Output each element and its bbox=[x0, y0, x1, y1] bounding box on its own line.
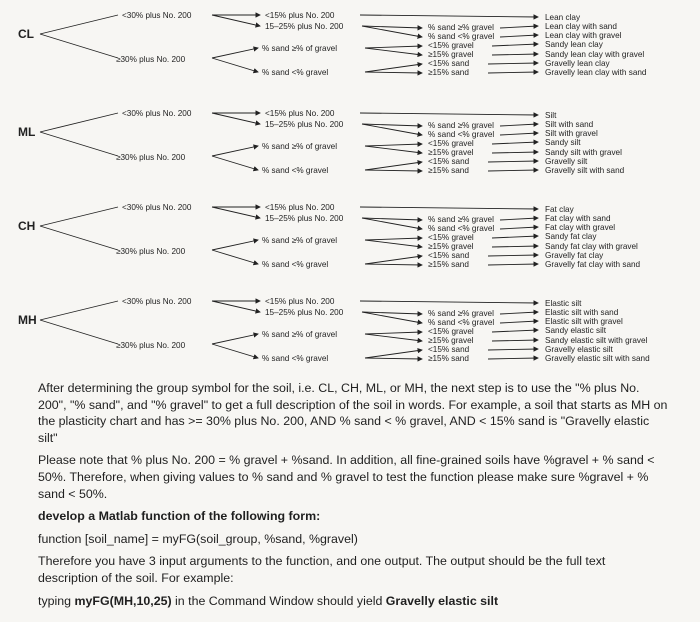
arrow-to-mid bbox=[365, 334, 422, 341]
mid-label-3: <15% gravel bbox=[428, 327, 474, 336]
soil-name-4: Sandy lean clay bbox=[545, 40, 603, 49]
arrow-to-name bbox=[500, 227, 538, 229]
arrow-sand-lt-gravel bbox=[212, 344, 258, 358]
soil-name-6: Gravelly silt bbox=[545, 157, 588, 166]
branch-label-ge30: ≥30% plus No. 200 bbox=[116, 247, 186, 256]
mid-label-1: % sand ≥% gravel bbox=[428, 309, 494, 318]
arrow-to-name bbox=[488, 170, 538, 171]
sub-label-sand-ge-gravel: % sand ≥% of gravel bbox=[262, 236, 338, 245]
arrow-to-name bbox=[488, 255, 538, 256]
sub-label-sand-lt-gravel: % sand <% gravel bbox=[262, 68, 329, 77]
paragraph-example bbox=[38, 593, 668, 610]
mid-label-6: ≥15% sand bbox=[428, 354, 469, 363]
soil-name-6: Gravelly fat clay bbox=[545, 251, 604, 260]
arrow-15-25 bbox=[212, 301, 260, 312]
mid-label-4: ≥15% gravel bbox=[428, 50, 474, 59]
example-call: myFG(MH,10,25) bbox=[74, 593, 172, 608]
arrow-to-mid bbox=[365, 358, 422, 359]
branch-label-lt30: <30% plus No. 200 bbox=[122, 203, 192, 212]
branch-label-ge30: ≥30% plus No. 200 bbox=[116, 153, 186, 162]
paragraph-note: Please note that % plus No. 200 = % gravel + %sand. In addition, all fine-grained soils have %gravel + % sand < 50%. Therefore, when giving values to % sand and % gravel to test the function please make sure %gravel + % sand < 50%. bbox=[38, 453, 655, 501]
arrow-sand-lt-gravel bbox=[212, 156, 258, 170]
arrow-to-mid bbox=[365, 350, 422, 358]
arrow-to-name bbox=[500, 321, 538, 323]
arrow-to-name bbox=[492, 330, 538, 332]
fork-line bbox=[40, 34, 118, 58]
mid-label-5: <15% sand bbox=[428, 59, 470, 68]
group-symbol-ch: CH bbox=[18, 219, 36, 233]
fork-line bbox=[40, 320, 118, 344]
branch-label-ge30: ≥30% plus No. 200 bbox=[116, 55, 186, 64]
mid-label-1: % sand ≥% gravel bbox=[428, 215, 494, 224]
arrow-to-name bbox=[492, 246, 538, 247]
sub-label-sand-ge-gravel: % sand ≥% of gravel bbox=[262, 142, 338, 151]
mid-label-1: % sand ≥% gravel bbox=[428, 23, 494, 32]
sub-label-15-25: 15–25% plus No. 200 bbox=[265, 308, 344, 317]
arrow-15-25 bbox=[212, 207, 260, 218]
soil-name-5: Sandy elastic silt with gravel bbox=[545, 336, 648, 345]
mid-label-4: ≥15% gravel bbox=[428, 148, 474, 157]
mid-label-2: % sand <% gravel bbox=[428, 32, 495, 41]
soil-name-7: Gravelly lean clay with sand bbox=[545, 68, 647, 77]
soil-name-2: Lean clay with sand bbox=[545, 22, 617, 31]
soil-name-5: Sandy fat clay with gravel bbox=[545, 242, 638, 251]
fork-line bbox=[40, 15, 118, 34]
mid-label-6: ≥15% sand bbox=[428, 260, 469, 269]
sub-label-15-25: 15–25% plus No. 200 bbox=[265, 214, 344, 223]
fork-line bbox=[40, 207, 118, 226]
arrow-to-name bbox=[492, 44, 538, 46]
mid-label-6: ≥15% sand bbox=[428, 166, 469, 175]
arrow-to-name bbox=[360, 113, 538, 115]
arrow-to-name bbox=[488, 161, 538, 162]
mid-label-3: <15% gravel bbox=[428, 139, 474, 148]
arrow-to-name bbox=[492, 152, 538, 153]
mid-label-2: % sand <% gravel bbox=[428, 224, 495, 233]
arrow-to-name bbox=[492, 340, 538, 341]
branch-label-lt30: <30% plus No. 200 bbox=[122, 109, 192, 118]
arrow-to-name bbox=[492, 54, 538, 55]
soil-name-4: Sandy fat clay bbox=[545, 232, 597, 241]
arrow-to-mid bbox=[365, 240, 422, 247]
arrow-to-name bbox=[488, 72, 538, 73]
arrow-to-name bbox=[500, 35, 538, 37]
arrow-sand-ge-gravel bbox=[212, 334, 258, 344]
arrow-to-mid bbox=[365, 162, 422, 170]
sub-label-sand-lt-gravel: % sand <% gravel bbox=[262, 354, 329, 363]
arrow-to-name bbox=[500, 312, 538, 314]
arrow-15-25 bbox=[212, 113, 260, 124]
soil-name-4: Sandy elastic silt bbox=[545, 326, 606, 335]
soil-name-3: Elastic silt with gravel bbox=[545, 317, 623, 326]
arrow-sand-ge-gravel bbox=[212, 146, 258, 156]
paragraph-intro: After determining the group symbol for the soil, i.e. CL, CH, ML, or MH, the next step is to use the "% plus No. 200", "% sand", and "% gravel" to get a full description of the soil in words. For example, a soil that starts as MH on the plasticity chart and has >= 30% plus No. 200, AND % sand < % gravel, AND < 15% sand is "Gravelly elastic silt" bbox=[38, 381, 668, 445]
arrow-to-name bbox=[488, 349, 538, 350]
arrow-to-name bbox=[500, 133, 538, 135]
arrow-to-name bbox=[500, 124, 538, 126]
arrow-to-name bbox=[492, 236, 538, 238]
soil-name-3: Silt with gravel bbox=[545, 129, 598, 138]
arrow-to-mid bbox=[365, 264, 422, 265]
soil-name-5: Sandy silt with gravel bbox=[545, 148, 622, 157]
arrow-to-mid bbox=[365, 48, 422, 55]
soil-name-6: Gravelly elastic silt bbox=[545, 345, 613, 354]
sub-label-lt15: <15% plus No. 200 bbox=[265, 297, 335, 306]
fork-line bbox=[40, 132, 118, 156]
mid-label-4: ≥15% gravel bbox=[428, 242, 474, 251]
arrow-to-name bbox=[360, 301, 538, 303]
soil-name-4: Sandy silt bbox=[545, 138, 581, 147]
arrow-to-mid bbox=[365, 332, 422, 334]
arrow-to-mid bbox=[365, 64, 422, 72]
mid-label-4: ≥15% gravel bbox=[428, 336, 474, 345]
branch-label-lt30: <30% plus No. 200 bbox=[122, 11, 192, 20]
arrow-to-mid bbox=[365, 256, 422, 264]
group-symbol-mh: MH bbox=[18, 313, 37, 327]
mid-label-5: <15% sand bbox=[428, 345, 470, 354]
mid-label-5: <15% sand bbox=[428, 251, 470, 260]
arrow-to-mid bbox=[365, 146, 422, 153]
soil-name-7: Gravelly fat clay with sand bbox=[545, 260, 641, 269]
soil-name-1: Lean clay bbox=[545, 13, 581, 22]
sub-label-lt15: <15% plus No. 200 bbox=[265, 203, 335, 212]
arrow-to-mid bbox=[365, 72, 422, 73]
mid-label-6: ≥15% sand bbox=[428, 68, 469, 77]
soil-name-3: Lean clay with gravel bbox=[545, 31, 622, 40]
mid-label-3: <15% gravel bbox=[428, 41, 474, 50]
sub-label-lt15: <15% plus No. 200 bbox=[265, 109, 335, 118]
function-signature: function [soil_name] = myFG(soil_group, %sand, %gravel) bbox=[38, 531, 358, 546]
mid-label-2: % sand <% gravel bbox=[428, 318, 495, 327]
arrow-sand-lt-gravel bbox=[212, 58, 258, 72]
sub-label-sand-lt-gravel: % sand <% gravel bbox=[262, 166, 329, 175]
group-symbol-cl: CL bbox=[18, 27, 34, 41]
instructions bbox=[38, 380, 668, 615]
sub-label-sand-ge-gravel: % sand ≥% of gravel bbox=[262, 330, 338, 339]
arrow-to-name bbox=[488, 264, 538, 265]
arrow-to-mid bbox=[365, 46, 422, 48]
example-mid: in the Command Window should yield bbox=[171, 593, 386, 608]
mid-label-2: % sand <% gravel bbox=[428, 130, 495, 139]
arrow-to-mid bbox=[365, 170, 422, 171]
soil-name-5: Sandy lean clay with gravel bbox=[545, 50, 645, 59]
arrow-to-mid bbox=[365, 238, 422, 240]
arrow-to-name bbox=[360, 15, 538, 17]
arrow-to-name bbox=[360, 207, 538, 209]
soil-name-1: Elastic silt bbox=[545, 299, 582, 308]
soil-name-7: Gravelly elastic silt with sand bbox=[545, 354, 650, 363]
paragraph-io: Therefore you have 3 input arguments to the function, and one output. The output should be the full text description of the soil. For example: bbox=[38, 554, 606, 585]
paragraph-task: develop a Matlab function of the following form: bbox=[38, 509, 321, 524]
group-symbol-ml: ML bbox=[18, 125, 36, 139]
mid-label-3: <15% gravel bbox=[428, 233, 474, 242]
arrow-to-name bbox=[500, 26, 538, 28]
branch-label-lt30: <30% plus No. 200 bbox=[122, 297, 192, 306]
arrow-to-name bbox=[488, 358, 538, 359]
arrow-to-name bbox=[492, 142, 538, 144]
mid-label-5: <15% sand bbox=[428, 157, 470, 166]
soil-name-1: Fat clay bbox=[545, 205, 574, 214]
arrow-to-name bbox=[500, 218, 538, 220]
example-result: Gravelly elastic silt bbox=[385, 593, 499, 608]
sub-label-15-25: 15–25% plus No. 200 bbox=[265, 120, 344, 129]
sub-label-lt15: <15% plus No. 200 bbox=[265, 11, 335, 20]
arrow-to-name bbox=[488, 63, 538, 64]
fork-line bbox=[40, 301, 118, 320]
arrow-to-mid bbox=[365, 144, 422, 146]
soil-name-6: Gravelly lean clay bbox=[545, 59, 610, 68]
soil-name-2: Elastic silt with sand bbox=[545, 308, 619, 317]
soil-name-2: Silt with sand bbox=[545, 120, 594, 129]
arrow-sand-ge-gravel bbox=[212, 240, 258, 250]
sub-label-15-25: 15–25% plus No. 200 bbox=[265, 22, 344, 31]
fork-line bbox=[40, 113, 118, 132]
arrow-sand-lt-gravel bbox=[212, 250, 258, 264]
arrow-15-25 bbox=[212, 15, 260, 26]
soil-name-1: Silt bbox=[545, 111, 557, 120]
soil-name-7: Gravelly silt with sand bbox=[545, 166, 625, 175]
mid-label-1: % sand ≥% gravel bbox=[428, 121, 494, 130]
soil-name-2: Fat clay with sand bbox=[545, 214, 611, 223]
branch-label-ge30: ≥30% plus No. 200 bbox=[116, 341, 186, 350]
arrow-sand-ge-gravel bbox=[212, 48, 258, 58]
sub-label-sand-lt-gravel: % sand <% gravel bbox=[262, 260, 329, 269]
soil-name-3: Fat clay with gravel bbox=[545, 223, 616, 232]
fork-line bbox=[40, 226, 118, 250]
example-prefix: typing bbox=[38, 593, 75, 608]
sub-label-sand-ge-gravel: % sand ≥% of gravel bbox=[262, 44, 338, 53]
